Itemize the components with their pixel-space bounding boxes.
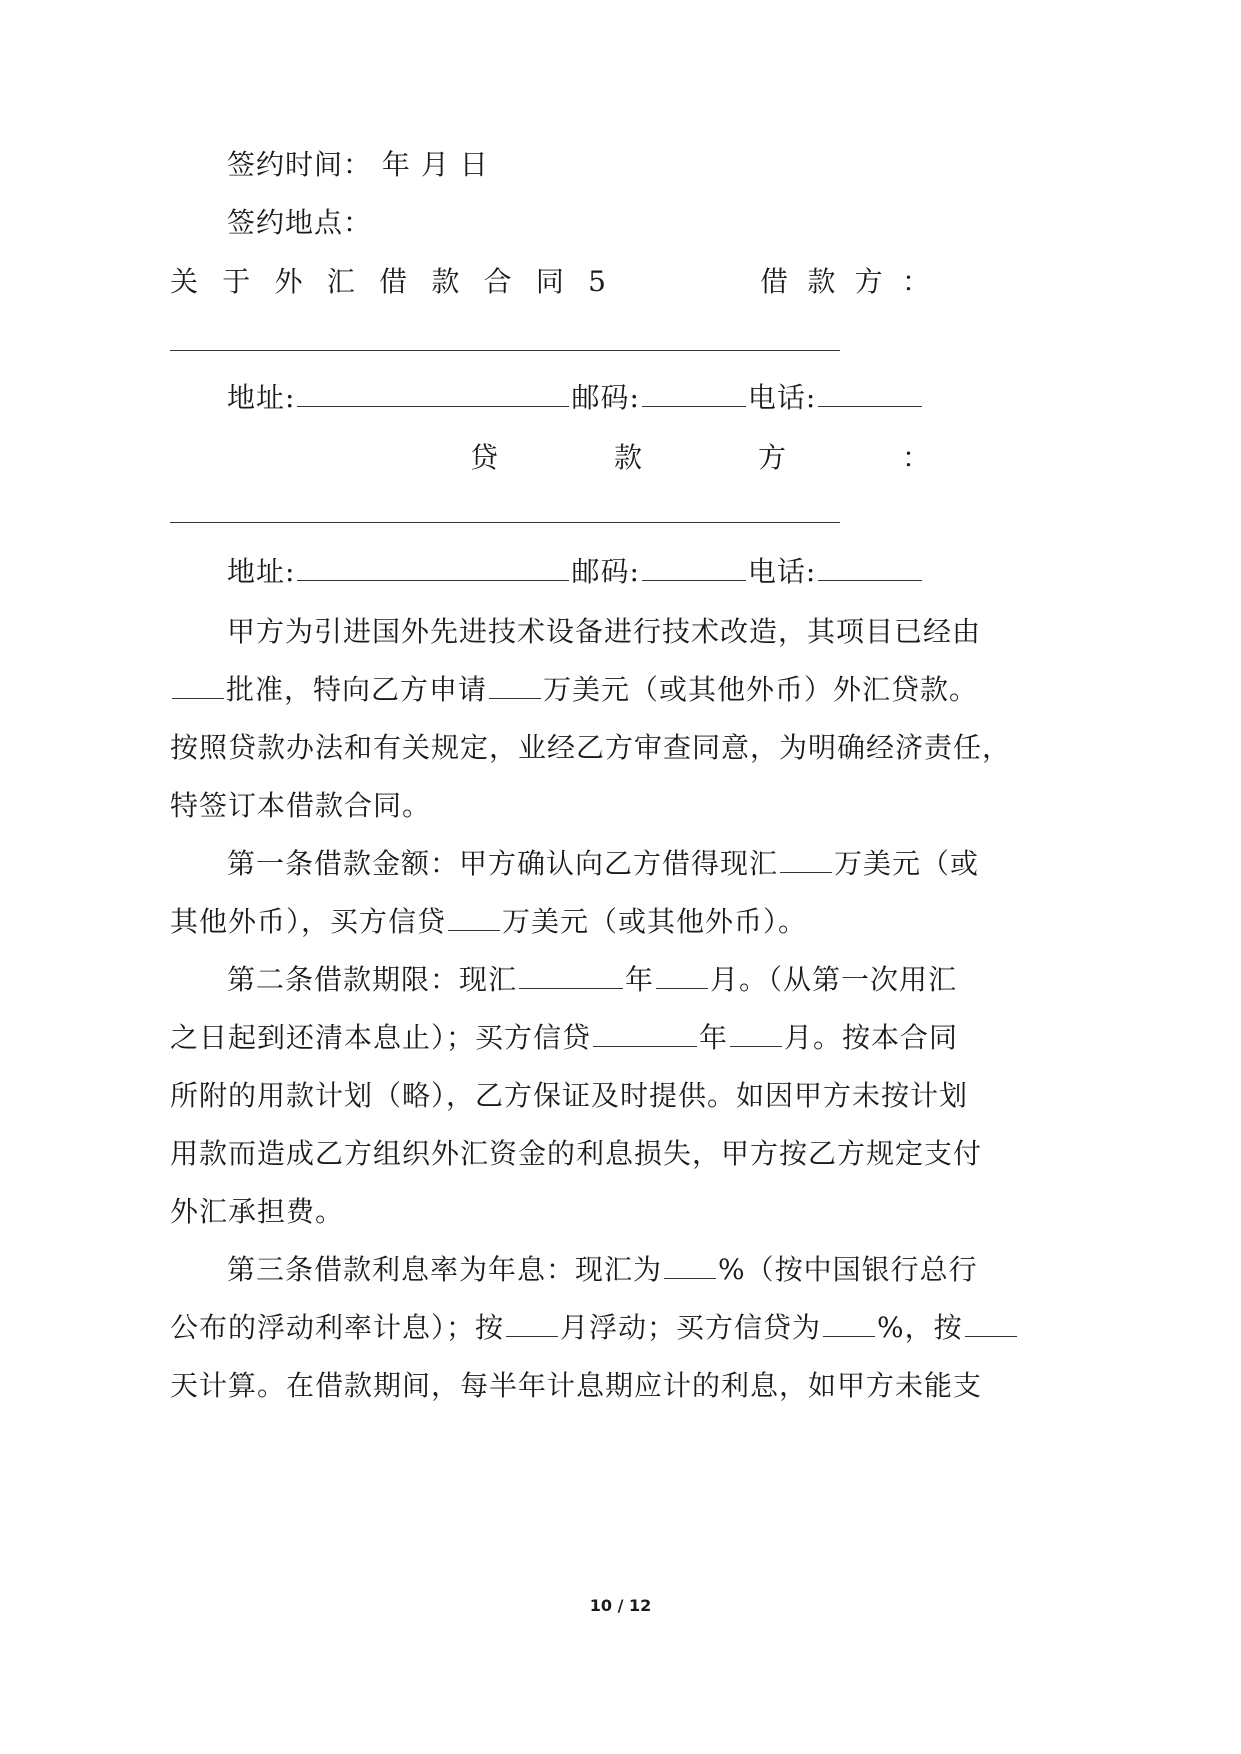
paragraph-text: 特签订本借款合同。 — [170, 789, 432, 822]
text-run: 之日起到还清本息止）；买方信贷 — [170, 1021, 592, 1054]
phone-label: 电话: — [747, 381, 817, 414]
title-char: 汇 — [326, 265, 355, 298]
sign-time-line — [227, 145, 489, 185]
sign-time-value: 年 月 日 — [381, 148, 489, 181]
paragraph-text: 天计算。在借款期间，每半年计息期应计的利息，如甲方未能支 — [170, 1369, 983, 1402]
title-char: 外 — [274, 265, 303, 298]
paragraph-text: 外汇承担费。 — [170, 1195, 345, 1228]
postcode-blank — [642, 380, 746, 407]
years-blank — [519, 962, 623, 989]
page-number: 10 / 12 — [589, 1596, 652, 1615]
lender-char: ： — [901, 441, 930, 474]
lender-char: 贷 — [470, 441, 499, 474]
postcode-blank — [642, 554, 746, 581]
years-blank — [593, 1020, 697, 1047]
text-run: 万美元（或其他外币）。 — [502, 905, 808, 938]
days-blank — [965, 1310, 1017, 1337]
lender-char: 款 — [613, 441, 642, 474]
float-months-blank — [506, 1310, 558, 1337]
text-run: 年 — [625, 963, 655, 996]
lender-contact-row — [227, 552, 924, 592]
rate-blank — [664, 1252, 716, 1279]
approval-authority-blank — [172, 672, 224, 699]
borrower-label — [760, 262, 930, 302]
borrower-contact-row — [227, 378, 924, 418]
lender-label — [470, 438, 930, 478]
paragraph-text — [170, 1018, 958, 1058]
borrower-char: 借 — [760, 265, 789, 298]
sign-place-label: 签约地点： — [227, 206, 373, 239]
borrower-char: 方 — [854, 265, 883, 298]
address-blank — [297, 380, 569, 407]
contract-title — [170, 262, 606, 302]
paragraph-text — [170, 902, 807, 942]
address-blank — [297, 554, 569, 581]
sign-time-label: 签约时间： — [227, 148, 373, 181]
title-char: 借 — [379, 265, 408, 298]
paragraph-text: 所附的用款计划（略），乙方保证及时提供。如因甲方未按计划 — [170, 1079, 969, 1112]
borrower-char: 款 — [807, 265, 836, 298]
address-label: 地址: — [227, 555, 296, 588]
article-2 — [227, 960, 957, 1000]
text-run: 第三条借款利息率为年息：现汇为 — [227, 1253, 663, 1286]
months-blank — [730, 1020, 782, 1047]
postcode-label: 邮码: — [571, 555, 640, 588]
cash-amount-blank — [780, 846, 832, 873]
article-3 — [227, 1250, 978, 1290]
article-1 — [227, 844, 979, 884]
borrower-name-blank — [170, 350, 840, 351]
text-run: %，按 — [877, 1311, 963, 1344]
amount-blank — [489, 672, 541, 699]
title-char: 同 — [535, 265, 564, 298]
text-run: 批准，特向乙方申请 — [226, 673, 488, 706]
months-blank — [656, 962, 708, 989]
text-run: 年 — [699, 1021, 729, 1054]
paragraph-text — [170, 670, 978, 710]
text-run: 第二条借款期限：现汇 — [227, 963, 518, 996]
text-run: 月。按本合同 — [784, 1021, 959, 1054]
text-run: 月浮动；买方信贷为 — [560, 1311, 822, 1344]
lender-name-blank — [170, 522, 840, 523]
address-label: 地址: — [227, 381, 296, 414]
paragraph-text: 按照贷款办法和有关规定，业经乙方审查同意，为明确经济责任， — [170, 731, 1012, 764]
borrower-char: ： — [901, 265, 930, 298]
text-run: 公布的浮动利率计息）；按 — [170, 1311, 505, 1344]
paragraph-text: 甲方为引进国外先进技术设备进行技术改造，其项目已经由 — [227, 615, 982, 648]
text-run: 月。（从第一次用汇 — [710, 963, 958, 996]
phone-label: 电话: — [747, 555, 817, 588]
phone-blank — [818, 554, 922, 581]
text-run: %（按中国银行总行 — [718, 1253, 978, 1286]
buyer-credit-blank — [448, 904, 500, 931]
lender-char: 方 — [757, 441, 786, 474]
title-char: 款 — [431, 265, 460, 298]
title-char: 合 — [483, 265, 512, 298]
phone-blank — [818, 380, 922, 407]
title-char: 关 — [170, 265, 199, 298]
paragraph-text — [170, 1308, 1019, 1348]
title-char: 5 — [588, 265, 606, 298]
text-run: 万美元（或其他外币）外汇贷款。 — [543, 673, 979, 706]
buyer-rate-blank — [823, 1310, 875, 1337]
postcode-label: 邮码: — [571, 381, 640, 414]
text-run: 第一条借款金额：甲方确认向乙方借得现汇 — [227, 847, 779, 880]
text-run: 其他外币），买方信贷 — [170, 905, 447, 938]
text-run: 万美元（或 — [834, 847, 980, 880]
title-char: 于 — [222, 265, 251, 298]
paragraph-text: 用款而造成乙方组织外汇资金的利息损失，甲方按乙方规定支付 — [170, 1137, 983, 1170]
